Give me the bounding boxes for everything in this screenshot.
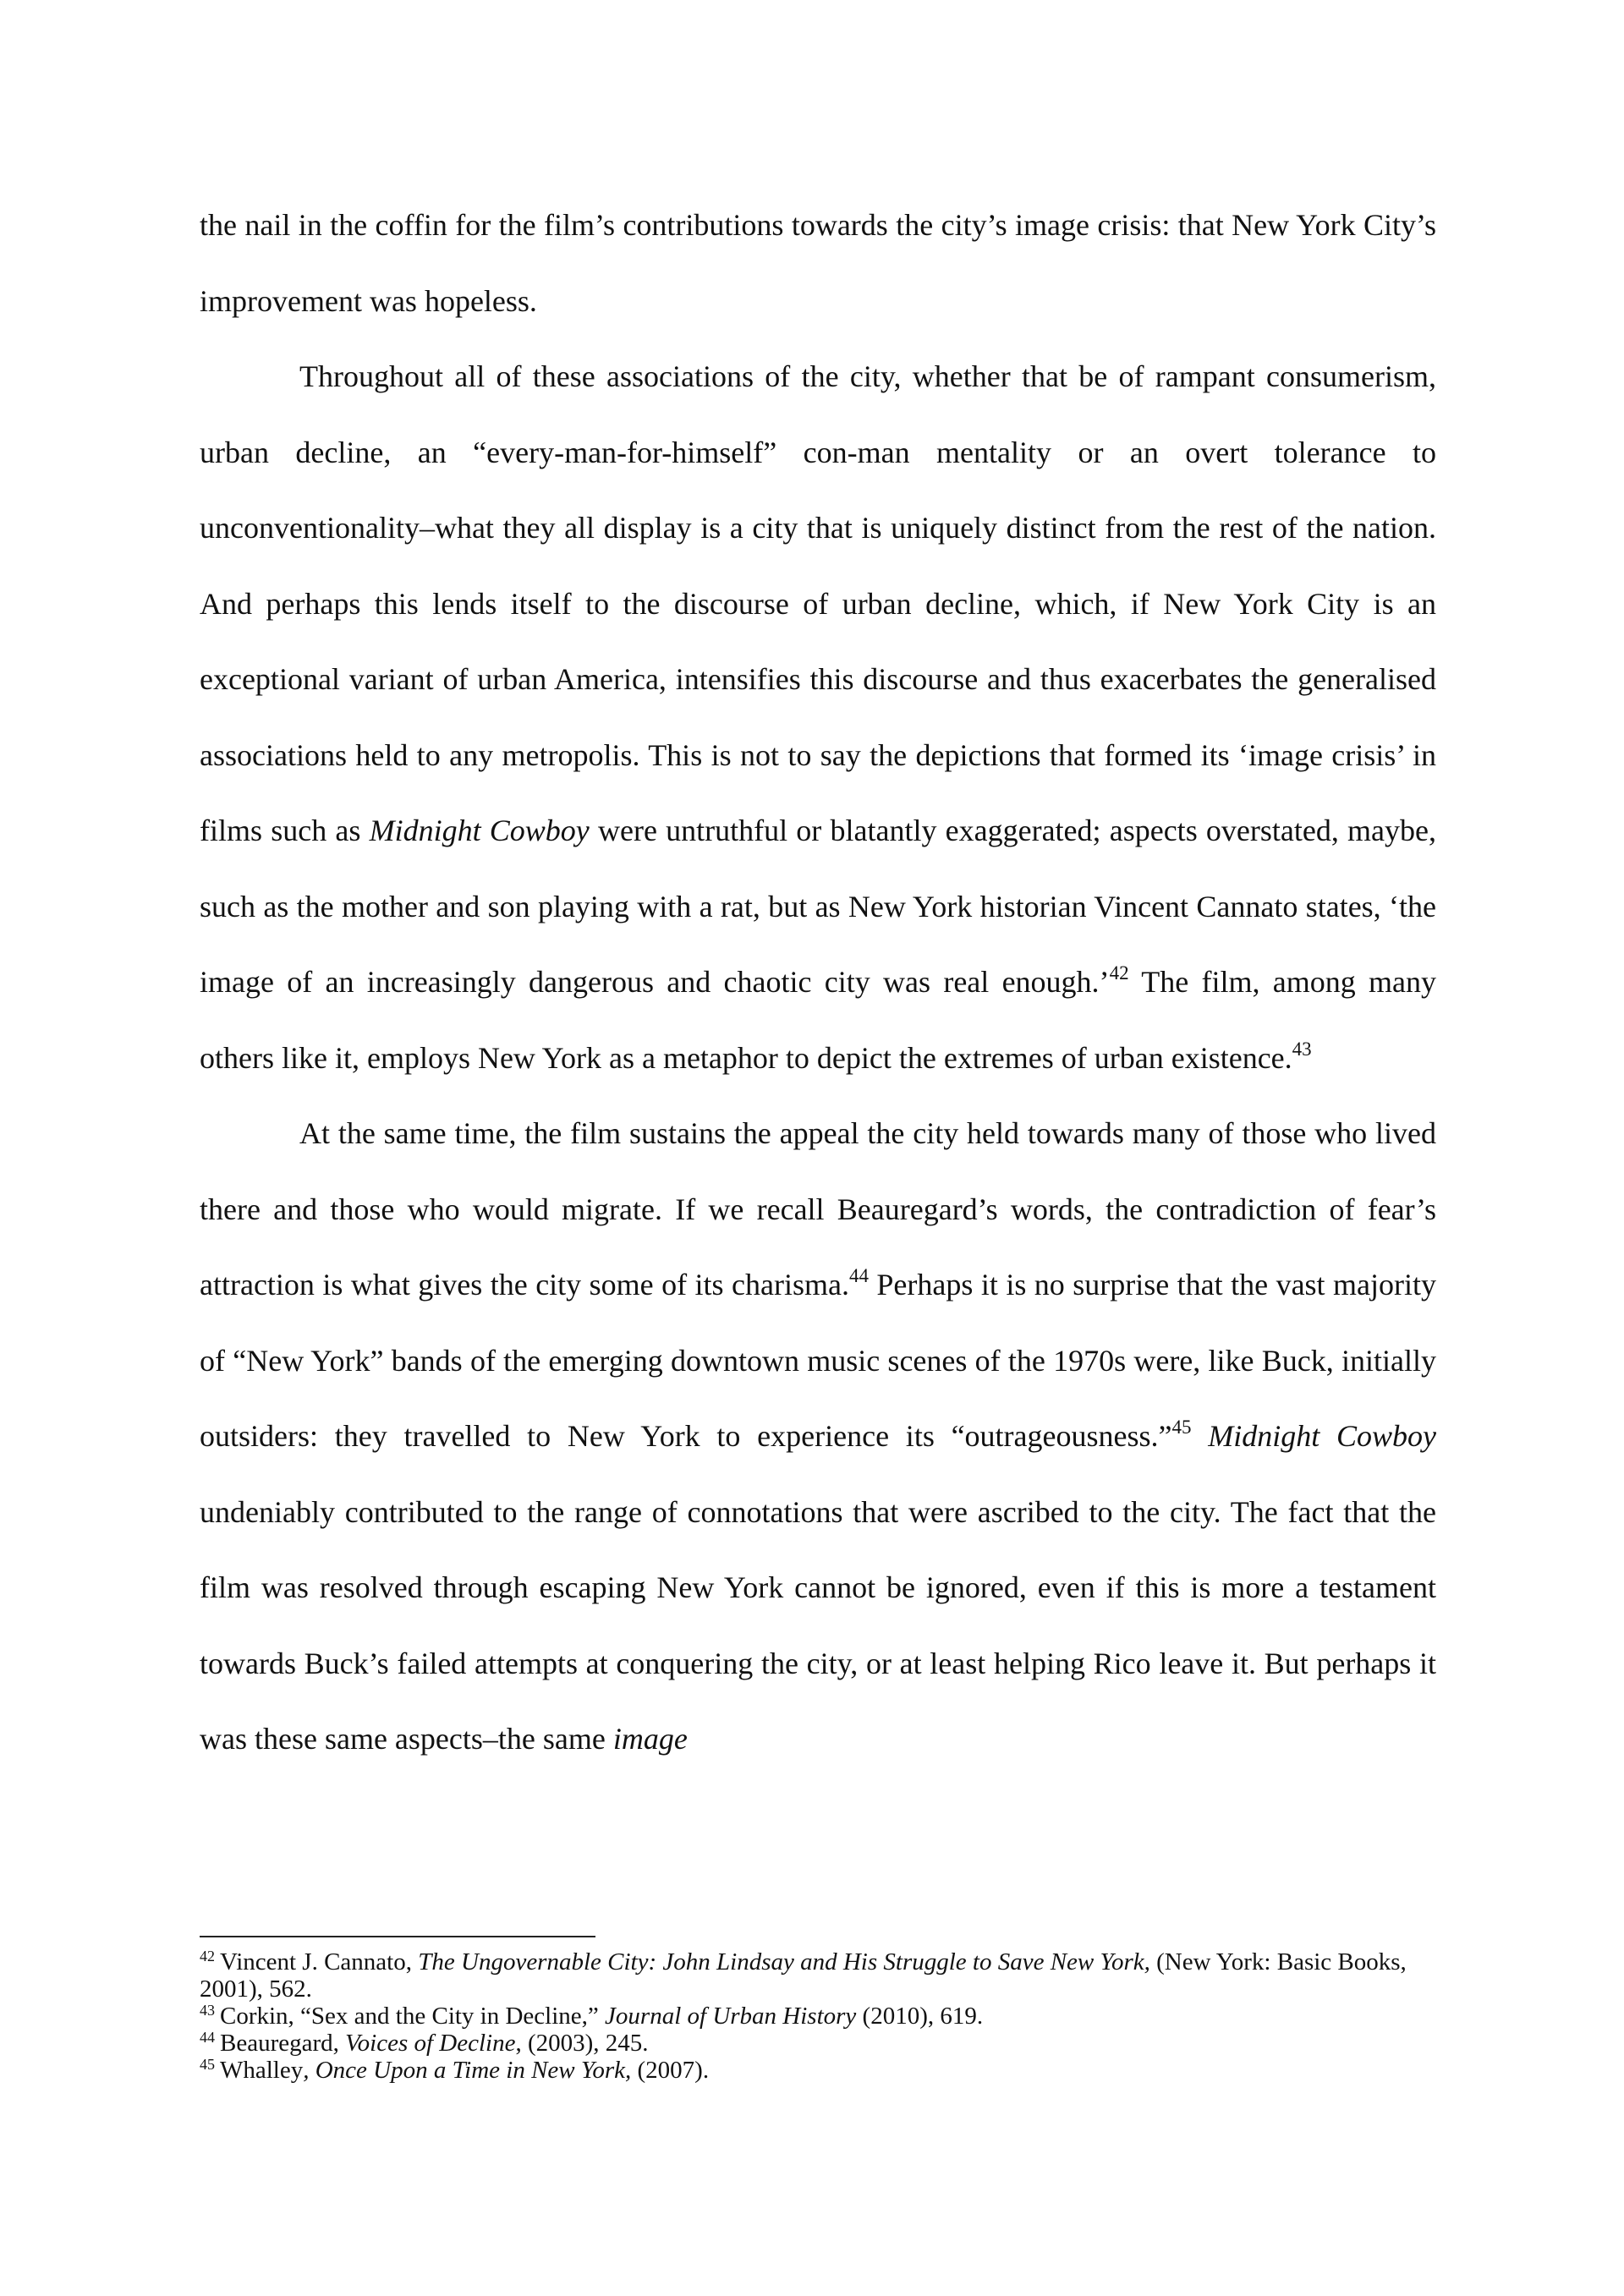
text-run: , (2003), 245. [515,2030,649,2057]
italic-text: image [612,1722,688,1756]
footnote-ref: 42 [1109,962,1129,984]
text-run: At the same time, the film sustains the appeal the city held towards many of those who lived there and those who would migrate. If we recall Beauregard’s words, the contradiction of fear’s attraction is what gives the city some of its charisma. [200,1116,1436,1301]
text-run [1192,1419,1209,1453]
italic-text: Midnight Cowboy [1208,1419,1436,1453]
paragraph [200,1096,1436,1778]
footnote-ref: 44 [848,1265,869,1286]
text-run: were untruthful or blatantly exaggerated; aspects overstated, maybe, such as the mother and son playing with a rat, but as New York historian Vincent Cannato states, ‘the image of an increasingly dangerous and chaotic city was real enough.’ [200,814,1436,999]
footnote-ref: 43 [1292,1038,1312,1060]
body-text [200,188,1436,1778]
footnote-number: 43 [200,2002,215,2019]
italic-text: Midnight Cowboy [369,814,590,847]
paragraph [200,339,1436,1096]
italic-text: Journal of Urban History [605,2003,857,2030]
text-run: Whalley [220,2057,304,2084]
footnote-number: 42 [200,1948,215,1964]
text-run: undeniably contributed to the range of connotations that were ascribed to the city. The fact that the film was resolved through escaping New York cannot be ignored, even if this is more a testament towards Buck’s failed attempts at conquering the city, or at least helping Rico leave it. But perhaps it was these same aspects–the same [200,1494,1436,1756]
footnote-number: 44 [200,2029,215,2046]
footnote-number: 45 [200,2056,215,2073]
footnote [200,2003,1436,2030]
footnote [200,2030,1436,2057]
text-run: the nail in the coffin for the film’s contributions towards the city’s image crisis: that New York City’s improvement was hopeless. [200,208,1436,318]
footnote [200,2057,1436,2084]
footnote-divider [200,1936,595,1937]
text-run: Throughout all of these associations of the city, whether that be of rampant consumerism, urban decline, an “every-man-for-himself” con-man mentality or an overt tolerance to unconventionality–what they all display is a city that is uniquely distinct from the rest of the nation. And perhaps this lends itself to the discourse of urban decline, which, if New York City is an exceptional variant of urban America, intensifies this discourse and thus exacerbates the generalised associations held to any metropolis. This is not to say the depictions that formed its ‘image crisis’ in films such as [200,359,1436,847]
text-run: Vincent J. Cannato, [220,1948,419,1975]
footnote-ref: 45 [1171,1417,1192,1438]
italic-text: Voices of Decline [345,2030,516,2057]
text-run: (2007). [631,2057,710,2084]
italic-text: The Ungovernable City: John Lindsay and His Struggle to Save New York, [418,1948,1150,1975]
paragraph [200,188,1436,339]
footnotes [200,1948,1436,2084]
italic-text: , Once Upon a Time in New York, [303,2057,632,2084]
text-run: (New York: Basic Books, 2001), 562. [200,1948,1407,2003]
text-run: Perhaps it is no surprise that the vast majority of “New York” bands of the emerging downtown music scenes of the 1970s were, like Buck, initially outsiders: they travelled to New York to experience its “outrageousness.” [200,1268,1436,1453]
text-run: Corkin, “Sex and the City in Decline,” [220,2003,606,2030]
text-run: Beauregard, [220,2030,346,2057]
text-run: The film, among many others like it, employs New York as a metaphor to depict the extremes of urban existence. [200,965,1437,1075]
text-run: (2010), 619. [856,2003,984,2030]
footnote [200,1948,1436,2003]
